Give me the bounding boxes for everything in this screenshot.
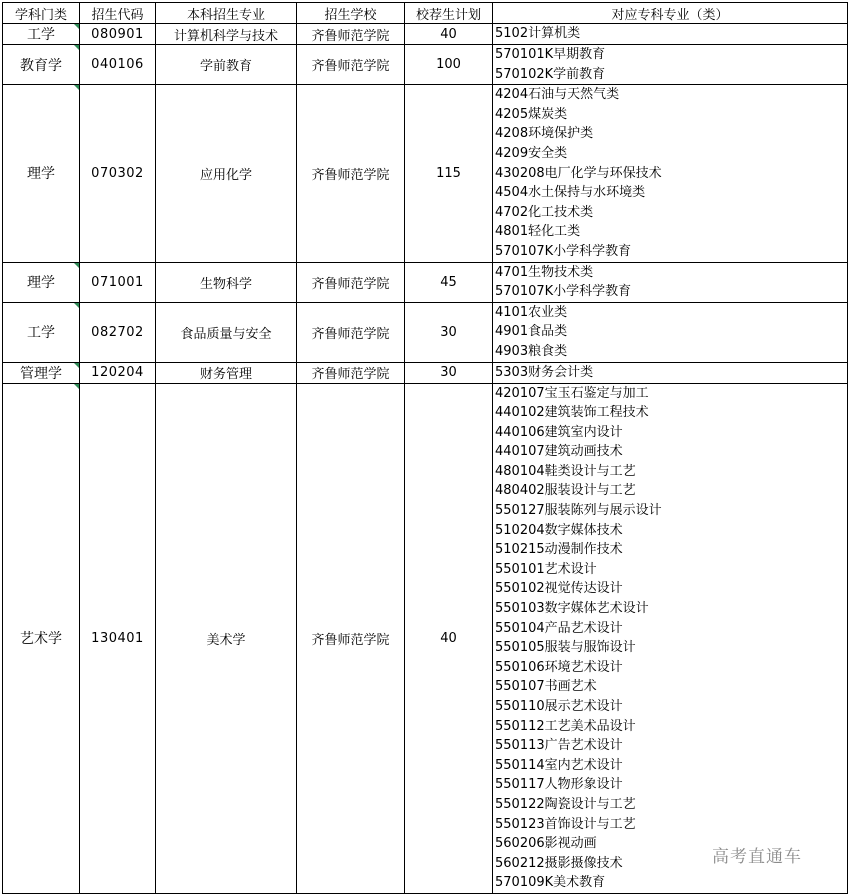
school-cell-text: 齐鲁师范学院 xyxy=(311,367,390,382)
code-cell-text: 071001 xyxy=(91,274,144,290)
header-vocational-majors: 对应专科专业（类） xyxy=(493,3,848,24)
vocational-major-item: 4101农业类 xyxy=(495,304,568,320)
header-category: 学科门类 xyxy=(3,3,80,24)
vocational-majors-cell xyxy=(493,302,848,362)
vocational-major-item: 550122陶瓷设计与工艺 xyxy=(495,796,636,812)
table-row xyxy=(3,24,848,45)
vocational-major-item: 550117人物形象设计 xyxy=(495,777,623,793)
vocational-major-item: 550112工艺美术品设计 xyxy=(495,718,636,734)
header-row xyxy=(3,3,848,24)
vocational-major-item: 560206影视动画 xyxy=(495,836,597,852)
school-cell xyxy=(297,383,405,893)
header-code: 招生代码 xyxy=(80,3,156,24)
vocational-major-item: 5102计算机类 xyxy=(495,26,581,41)
vocational-major-item: 4901食品类 xyxy=(495,324,568,340)
vocational-major-item: 480104鞋类设计与工艺 xyxy=(495,463,636,479)
vocational-major-item: 570107K小学科学教育 xyxy=(495,243,632,259)
major-cell-text: 应用化学 xyxy=(199,167,252,183)
vocational-major-item: 480402服装设计与工艺 xyxy=(495,483,636,499)
category-cell-text: 理学 xyxy=(27,275,55,292)
major-cell-text: 财务管理 xyxy=(199,367,252,382)
vocational-major-item: 420107宝玉石鉴定与加工 xyxy=(495,385,649,401)
cell-flag-marker xyxy=(74,384,79,389)
vocational-major-item: 4903粮食类 xyxy=(495,343,568,359)
vocational-major-item: 550102视觉传达设计 xyxy=(495,581,623,597)
enrollment-table xyxy=(2,2,848,894)
major-cell-text: 生物科学 xyxy=(199,276,252,292)
code-cell-text: 120204 xyxy=(91,365,144,380)
category-cell-text: 艺术学 xyxy=(20,631,62,648)
vocational-major-item: 550114室内艺术设计 xyxy=(495,757,623,773)
category-cell-text: 管理学 xyxy=(20,365,62,382)
code-cell-text: 080901 xyxy=(91,26,144,42)
plan-cell-text: 100 xyxy=(436,57,461,73)
code-cell xyxy=(80,85,156,262)
vocational-major-item: 510204数字媒体技术 xyxy=(495,522,623,538)
vocational-major-item: 4701生物技术类 xyxy=(495,264,594,280)
vocational-major-item: 570107K小学科学教育 xyxy=(495,284,632,300)
code-cell xyxy=(80,302,156,362)
plan-cell xyxy=(405,302,493,362)
code-cell xyxy=(80,362,156,383)
code-cell xyxy=(80,45,156,85)
vocational-major-item: 570102K学前教育 xyxy=(495,66,606,82)
vocational-major-item: 510215动漫制作技术 xyxy=(495,542,623,558)
plan-cell-text: 45 xyxy=(440,274,457,290)
category-cell-text: 教育学 xyxy=(20,57,62,74)
code-cell-text: 130401 xyxy=(91,630,144,646)
cell-flag-marker xyxy=(74,363,79,368)
vocational-major-item: 550105服装与服饰设计 xyxy=(495,640,636,656)
vocational-majors-cell xyxy=(493,362,848,383)
plan-cell xyxy=(405,262,493,302)
major-cell xyxy=(156,302,297,362)
vocational-major-item: 4208环境保护类 xyxy=(495,126,594,142)
category-cell-text: 工学 xyxy=(27,27,55,43)
vocational-major-item: 4801轻化工类 xyxy=(495,224,581,240)
vocational-major-item: 550110展示艺术设计 xyxy=(495,699,623,714)
vocational-major-item: 4504水土保持与水环境类 xyxy=(495,185,646,201)
school-cell xyxy=(297,45,405,85)
watermark: 高考直通车 xyxy=(712,847,802,867)
vocational-majors-cell xyxy=(493,24,848,45)
category-cell-text: 理学 xyxy=(27,166,55,183)
category-cell xyxy=(3,262,80,302)
school-cell xyxy=(297,85,405,262)
plan-cell xyxy=(405,85,493,262)
category-cell xyxy=(3,383,80,893)
vocational-major-item: 550127服装陈列与展示设计 xyxy=(495,503,662,519)
school-cell-text: 齐鲁师范学院 xyxy=(311,59,390,75)
cell-flag-marker xyxy=(74,303,79,308)
major-cell xyxy=(156,362,297,383)
vocational-major-item: 550107书画艺术 xyxy=(495,679,597,695)
vocational-majors-cell xyxy=(493,262,848,302)
category-cell xyxy=(3,85,80,262)
cell-flag-marker xyxy=(74,24,79,29)
vocational-major-item: 440106建筑室内设计 xyxy=(495,424,623,440)
category-cell-text: 工学 xyxy=(27,325,55,342)
table-row xyxy=(3,362,848,383)
major-cell-text: 学前教育 xyxy=(199,59,252,75)
table-row xyxy=(3,262,848,302)
vocational-major-item: 550113广告艺术设计 xyxy=(495,738,623,754)
school-cell xyxy=(297,262,405,302)
major-cell-text: 食品质量与安全 xyxy=(180,326,272,342)
plan-cell-text: 30 xyxy=(440,324,457,340)
vocational-major-item: 550101艺术设计 xyxy=(495,561,597,577)
vocational-major-item: 550106环境艺术设计 xyxy=(495,659,623,675)
plan-cell-text: 40 xyxy=(440,630,457,646)
vocational-major-item: 430208电厂化学与环保技术 xyxy=(495,165,662,181)
plan-cell xyxy=(405,362,493,383)
school-cell-text: 齐鲁师范学院 xyxy=(311,276,390,292)
cell-flag-marker xyxy=(74,85,79,90)
major-cell xyxy=(156,262,297,302)
table-row xyxy=(3,302,848,362)
major-cell xyxy=(156,383,297,893)
header-plan: 校荐生计划 xyxy=(405,3,493,24)
code-cell xyxy=(80,262,156,302)
table-row xyxy=(3,45,848,85)
plan-cell xyxy=(405,24,493,45)
major-cell xyxy=(156,24,297,45)
school-cell xyxy=(297,302,405,362)
vocational-major-item: 570101K早期教育 xyxy=(495,47,606,62)
category-cell xyxy=(3,302,80,362)
category-cell xyxy=(3,362,80,383)
vocational-major-item: 5303财务会计类 xyxy=(495,364,594,380)
vocational-major-item: 550103数字媒体艺术设计 xyxy=(495,601,649,617)
plan-cell xyxy=(405,383,493,893)
vocational-majors-cell xyxy=(493,383,848,893)
vocational-major-item: 4204石油与天然气类 xyxy=(495,87,620,103)
header-school: 招生学校 xyxy=(297,3,405,24)
code-cell-text: 040106 xyxy=(91,57,144,73)
major-cell-text: 计算机科学与技术 xyxy=(173,28,278,44)
school-cell-text: 齐鲁师范学院 xyxy=(311,326,390,342)
code-cell-text: 082702 xyxy=(91,324,144,340)
cell-flag-marker xyxy=(74,45,79,50)
header-major: 本科招生专业 xyxy=(156,3,297,24)
code-cell xyxy=(80,383,156,893)
code-cell xyxy=(80,24,156,45)
cell-flag-marker xyxy=(74,263,79,268)
plan-cell xyxy=(405,45,493,85)
category-cell xyxy=(3,24,80,45)
vocational-major-item: 550104产品艺术设计 xyxy=(495,620,623,636)
code-cell-text: 070302 xyxy=(91,165,144,181)
vocational-major-item: 440107建筑动画技术 xyxy=(495,444,623,460)
major-cell xyxy=(156,85,297,262)
school-cell-text: 齐鲁师范学院 xyxy=(311,167,390,183)
vocational-major-item: 4702化工技术类 xyxy=(495,204,594,220)
vocational-major-item: 4205煤炭类 xyxy=(495,106,568,122)
major-cell xyxy=(156,45,297,85)
school-cell xyxy=(297,24,405,45)
major-cell-text: 美术学 xyxy=(206,632,246,648)
table-row xyxy=(3,383,848,893)
plan-cell-text: 40 xyxy=(440,26,457,42)
plan-cell-text: 30 xyxy=(440,365,457,380)
vocational-majors-cell xyxy=(493,85,848,262)
school-cell-text: 齐鲁师范学院 xyxy=(311,632,390,648)
vocational-major-item: 4209安全类 xyxy=(495,145,568,161)
vocational-major-item: 570109K美术教育 xyxy=(495,875,606,891)
school-cell xyxy=(297,362,405,383)
vocational-major-item: 560212摄影摄像技术 xyxy=(495,855,623,871)
school-cell-text: 齐鲁师范学院 xyxy=(311,28,390,44)
plan-cell-text: 115 xyxy=(436,165,461,181)
vocational-major-item: 550123首饰设计与工艺 xyxy=(495,816,636,832)
vocational-major-item: 440102建筑装饰工程技术 xyxy=(495,405,649,421)
vocational-majors-cell xyxy=(493,45,848,85)
category-cell xyxy=(3,45,80,85)
table-row xyxy=(3,85,848,262)
